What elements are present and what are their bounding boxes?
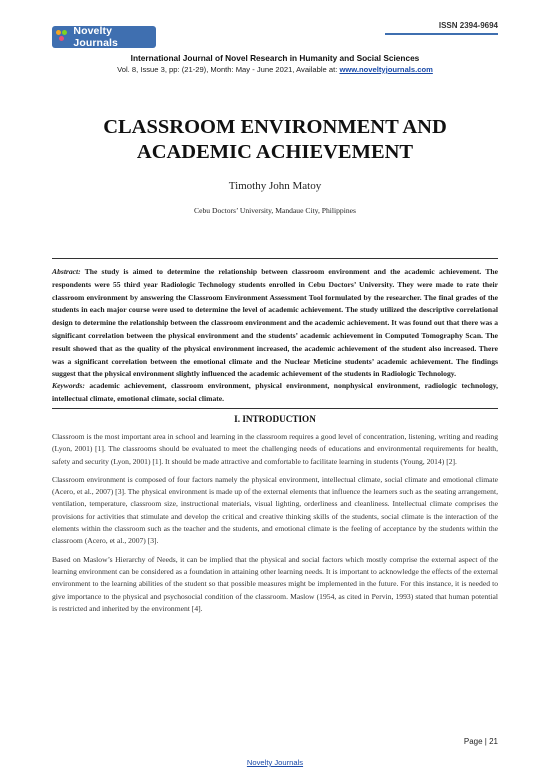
paragraph: Classroom is the most important area in school and learning in the classroom requires a good level of concentration, listening, writing and reading (Lyon, 2001) [1]. The classrooms should be evaluated to meet the challenging needs of educations and environmental requirements for health, safety and security (Lyon, 2001) [1]. It should be made attractive and comfortable to facilitate learning in students (Young, 2014) [2]. <box>52 432 498 466</box>
keywords-text: academic achievement, classroom environment, physical environment, nonphysical environment, radiologic technology, intellectual climate, emotional climate, social climate. <box>52 381 498 403</box>
introduction-body <box>52 431 498 621</box>
header-rule <box>385 33 498 35</box>
abstract-text: The study is aimed to determine the relationship between classroom environment and the academic achievement. The respondents were 55 third year Radiologic Technology students enrolled in Cebu Doctors’ University. They were made to rate their classroom environment by answering the Classroom Environment Assessment Tool formulated by the researcher. The final grades of the students in each major course were used to determine the level of academic achievement. The study utilized the descriptive correlational design to determine the relationship between the classroom environment and the academic achievement. It was found out that there was a significant correlation between the physical environment and the students’ academic achievement in Computed Tomography Scan. The result showed that as the quality of the physical environment increased, the academic achievement of the student also increased. There was a significant correlation between the emotional climate and the Nuclear Meticine students’ academic achievement. The findings suggest that the physical environment slightly influenced the academic achievement of the students in Radiologic Technology. <box>52 267 498 379</box>
abstract-bottom-rule <box>52 408 498 409</box>
journal-title: International Journal of Novel Research in Humanity and Social Sciences <box>130 53 420 63</box>
page-number: Page | 21 <box>463 737 498 746</box>
article-title <box>0 115 550 165</box>
keywords <box>52 380 498 405</box>
article-title-line-1: CLASSROOM ENVIRONMENT AND <box>103 116 447 138</box>
author-name: Timothy John Matoy <box>228 180 322 192</box>
article-title-line-2: ACADEMIC ACHIEVEMENT <box>136 141 414 163</box>
section-heading: I. INTRODUCTION <box>234 414 316 424</box>
author-affiliation: Cebu Doctors’ University, Mandaue City, Philippines <box>194 206 356 215</box>
footer-journal-link[interactable]: Novelty Journals <box>246 758 304 767</box>
abstract-label: Abstract: <box>52 267 81 276</box>
abstract <box>52 266 498 381</box>
abstract-top-rule <box>52 258 498 259</box>
issn: ISSN 2394-9694 <box>438 21 498 30</box>
logo-text: Novelty Journals <box>73 25 118 49</box>
paragraph: Classroom environment is composed of four factors namely the physical environment, intellectual climate, social climate and emotional climate (Acero, et al., 2007) [3]. The physical environment is made up of the external elements that influence the learners such as the seating arrangement, ventilation, temperature, classroom size, instructional materials, visual lighting, orderliness and cleanliness. Intellectual climate comprises the provisions for activities that stimulate and develop the critical and creative thinking skills of the students, social climate is the interaction of the elements within the classroom such as the teacher and the students, and emotional climate is the feeling of acceptance by the students within the classroom (Acero, et al., 2007) [3]. <box>52 474 498 546</box>
logo-dots-icon <box>56 30 69 44</box>
journal-meta <box>0 65 550 74</box>
keywords-label: Keywords: <box>52 381 85 390</box>
journal-meta-text: Vol. 8, Issue 3, pp: (21-29), Month: May - June 2021, Available at: <box>117 65 340 74</box>
journal-logo <box>52 26 156 48</box>
journal-url-link[interactable]: www.noveltyjournals.com <box>339 65 433 74</box>
paragraph: Based on Maslow’s Hierarchy of Needs, it can be implied that the physical and social factors which mostly comprise the external aspect of the learning environment can be considered as a foundation in attaining other learning needs. It is important to acknowledge the effects of the external environment to the learning abilities of the student so that possible measures might be implemented in the future. For this instance, it is needed to give importance to the physical and psychosocial condition of the classroom. Maslow (1954, as cited in Pervin, 1993) stated that human potential is restricted and inherited by the environment [4]. <box>52 554 498 613</box>
